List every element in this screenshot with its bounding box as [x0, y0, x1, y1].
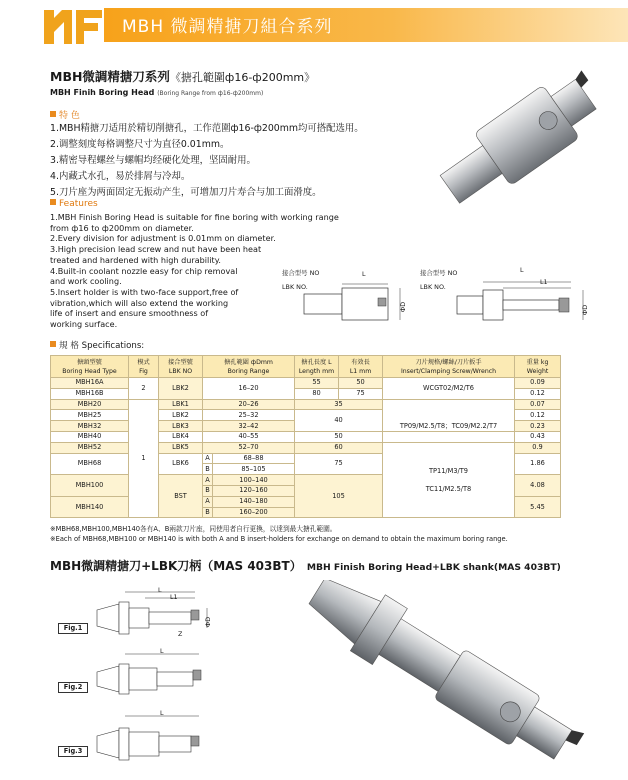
- column-header: 模式 Fig: [129, 356, 159, 378]
- section-subtitle-range: (Boring Range from ф16-ф200mm): [157, 90, 264, 97]
- list-item: 4.内藏式水孔，易於排屑与冷却。: [50, 171, 191, 182]
- section2-title: [50, 555, 561, 574]
- column-header: 搪孔範圍 фDmm Boring Range: [203, 356, 295, 378]
- brand-logo: [42, 6, 104, 46]
- list-item: 1.MBH精搪刀适用於精切削搪孔，工作范圍ф16-ф200mm均可搭配选用。: [50, 123, 364, 134]
- table-row: MBH52 LBK5 52–70 60 TP11/M3/T9 TC11/M2.5/T8 0.9: [51, 442, 561, 453]
- table-row: MBH68 LBK6 A 68–88 75 1.86: [51, 453, 561, 464]
- lbk-diagram-1: [300, 280, 412, 328]
- diagram-no-label: 接合型号 NO: [282, 269, 320, 277]
- list-item: 4.Built-in coolant nozzle easy for chip removal: [50, 265, 238, 276]
- column-header: 重量 kg Weight: [515, 356, 561, 378]
- column-header: 有效長 L1 mm: [339, 356, 383, 378]
- bullet-square-icon: [50, 111, 56, 117]
- table-notes: [50, 524, 508, 544]
- table-row: B 85–105: [51, 464, 561, 475]
- section2-title-en: MBH Finish Boring Head+LBK shank(MAS 403BT): [306, 562, 561, 573]
- table-header-row: [51, 356, 561, 378]
- diagram-dim-l: L: [362, 270, 366, 278]
- table-row: MBH25 LBK2 25–32 40 0.12: [51, 410, 561, 421]
- section-subtitle: [50, 88, 263, 97]
- list-item: 3.High precision lead screw and nut have been heat: [50, 244, 262, 255]
- diagram-dim-l1: L1: [540, 278, 548, 286]
- fig1-drawing: [95, 588, 215, 648]
- table-row: B 160–200: [51, 507, 561, 518]
- bullet-square-icon: [50, 199, 56, 205]
- fig-dim-z: Z: [178, 630, 183, 638]
- table-row: MBH140 A 140–180 5.45: [51, 496, 561, 507]
- column-header: 接合型號 LBK NO: [159, 356, 203, 378]
- diagram-dim-d: ФD: [581, 304, 590, 316]
- column-header: 刀片规格/螺絲/刀片扳手 Insert/Clamping Screw/Wrench: [383, 356, 515, 378]
- diagram-dim-d: ФD: [399, 301, 408, 313]
- boring-head-shank-photo: [280, 580, 620, 780]
- bullet-square-icon: [50, 341, 56, 347]
- fig-dim-l: L: [160, 709, 164, 717]
- list-item: and work cooling.: [50, 276, 122, 287]
- fig3-drawing: [95, 712, 215, 774]
- diagram-lbk-label: LBK NO.: [282, 283, 308, 291]
- column-header: 搪孔長度 L Length mm: [295, 356, 339, 378]
- list-item: 1.MBH Finish Boring Head is suitable for fine boring with working range: [50, 212, 339, 222]
- section2-title-cn: MBH微調精搪刀+LBK刀柄（MAS 403BT）: [50, 559, 302, 573]
- lbk-diagram-2: [455, 280, 595, 330]
- fig-label: Fig.3: [58, 746, 88, 757]
- header-banner: [0, 0, 628, 52]
- list-item: vibration,which will also extend the working: [50, 297, 229, 308]
- list-item: 5.Insert holder is with two-face support,free of: [50, 286, 239, 297]
- note-en: ※Each of MBH68,MBH100 or MBH140 is with both A and B insert-holders for exchange on demand to obtain the maximum boring range.: [50, 535, 508, 543]
- section-title-range: 《搪孔範圍ф16-ф200mm》: [169, 71, 316, 84]
- list-item: 3.精密导程螺丝与螺帽均经硬化处理，坚固耐用。: [50, 155, 256, 166]
- diagram-dim-l: L: [520, 266, 524, 274]
- features-cn-heading: 特 色: [50, 108, 80, 121]
- list-item: treated and hardened with high durability.: [50, 254, 221, 265]
- fig-dim-l1: L1: [170, 593, 178, 601]
- list-item: 5.刀片座为两面固定无振动产生，可增加刀片寿合与加工面滑度。: [50, 187, 322, 198]
- fig-dim-d: ФD: [204, 616, 213, 628]
- list-item: working surface.: [50, 319, 118, 330]
- spec-table: [50, 355, 561, 518]
- section-title-text: MBH微調精搪刀系列: [50, 69, 170, 84]
- note-cn: ※MBH68,MBH100,MBH140各有A、B兩款刀片座，同使用者自行更換，以達到最大搪孔範圍。: [50, 525, 337, 533]
- fig-label: Fig.2: [58, 682, 88, 693]
- table-row: MBH100 BST A 100–140 105 4.08: [51, 475, 561, 486]
- table-row: MBH16B 80 75 0.12: [51, 388, 561, 399]
- list-item: 2.Every division for adjustment is 0.01mm on diameter.: [50, 233, 276, 244]
- features-cn-list: [50, 121, 364, 201]
- boring-head-photo: [420, 70, 620, 230]
- diagram-no-label: 接合型号 NO: [420, 269, 458, 277]
- column-header: 搪頭型號 Boring Head Type: [51, 356, 129, 378]
- fig-dim-l: L: [158, 586, 162, 594]
- table-row: B 120–160: [51, 485, 561, 496]
- fig2-drawing: [95, 650, 215, 708]
- table-row: MBH32 LBK3 32–42 0.23: [51, 421, 561, 432]
- spec-heading: 規 格 Specifications:: [50, 339, 144, 351]
- list-item: 2.调整刻度每格调整尺寸为直径0.01mm。: [50, 139, 230, 150]
- section-title: [50, 67, 315, 85]
- table-row: MBH40 LBK4 40–55 50 0.43: [51, 431, 561, 442]
- features-en-heading: Features: [50, 199, 98, 209]
- fig-label: Fig.1: [58, 623, 88, 634]
- section-subtitle-text: MBH Finih Boring Head: [50, 88, 155, 97]
- table-row: MBH20 1 LBK1 20–26 35 TP09/M2.5/T8；TC09/M2.2/T7 0.07: [51, 399, 561, 410]
- fig-dim-l: L: [160, 647, 164, 655]
- diagram-lbk-label: LBK NO.: [420, 283, 446, 291]
- list-item: from ф16 to ф200mm on diameter.: [50, 222, 194, 233]
- table-row: MBH16A 2 LBK2 16–20 55 50 WCGT02/M2/T6 0.09: [51, 378, 561, 389]
- banner-title: MBH 微調精搪刀組合系列: [122, 17, 333, 37]
- list-item: life of insert and ensure smoothness of: [50, 308, 209, 319]
